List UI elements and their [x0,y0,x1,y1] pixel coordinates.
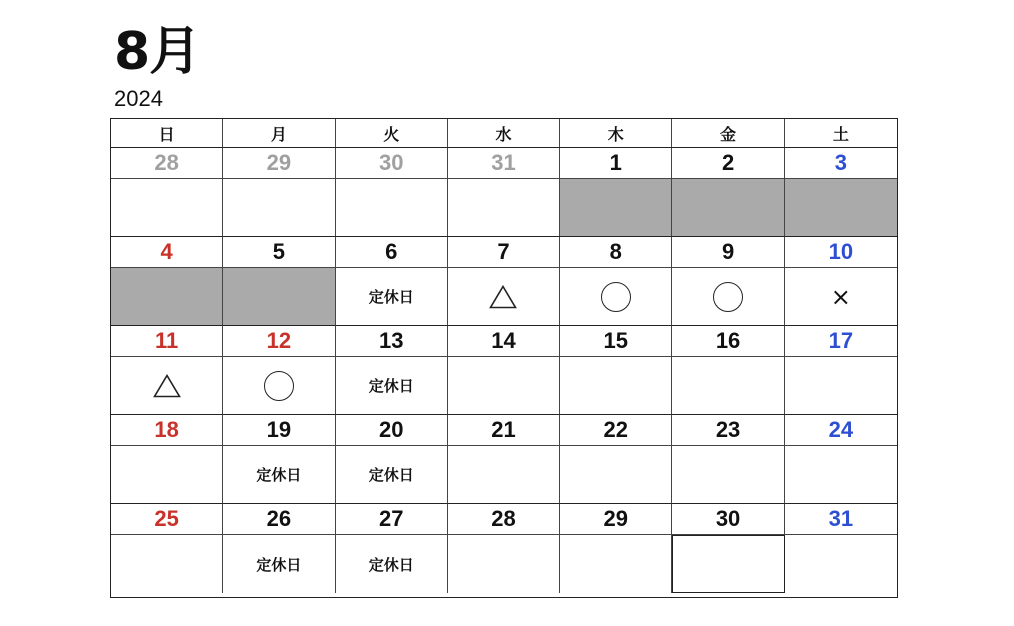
closed-day-label: 定休日 [368,288,414,306]
date-number: 11 [111,326,223,357]
day-status-cell [448,179,560,237]
closed-day-label: 定休日 [256,466,302,484]
day-status-row [111,268,897,326]
weekday-mon: 月 [223,119,335,148]
day-status-cell [223,446,335,504]
date-number: 3 [785,148,897,179]
triangle-icon [153,374,181,398]
day-status-cell [111,446,223,504]
day-status-cell [111,357,223,415]
day-status-cell [560,268,672,326]
day-status-cell [672,268,784,326]
day-status-cell [223,357,335,415]
calendar-week [111,504,897,593]
weekday-sat: 土 [785,119,897,148]
day-status-cell [223,179,335,237]
calendar-grid [110,118,898,598]
day-status-cell [672,357,784,415]
day-status-cell [560,446,672,504]
day-status-cell [560,179,672,237]
day-status-cell [785,535,897,593]
day-status-cell [785,268,897,326]
calendar-week [111,237,897,326]
weekday-header-row [111,119,897,148]
day-status-cell [336,357,448,415]
year-label: 2024 [114,86,163,111]
weekday-thu: 木 [560,119,672,148]
date-number: 21 [448,415,560,446]
day-status-cell [223,535,335,593]
circle-icon [264,371,294,401]
date-number: 9 [672,237,784,268]
date-number: 1 [560,148,672,179]
date-number: 29 [223,148,335,179]
date-number: 17 [785,326,897,357]
date-number: 16 [672,326,784,357]
date-number: 12 [223,326,335,357]
date-number: 19 [223,415,335,446]
date-number: 7 [448,237,560,268]
date-number: 23 [672,415,784,446]
circle-icon [713,282,743,312]
day-status-cell [560,357,672,415]
date-number: 25 [111,504,223,535]
day-status-cell [672,535,784,593]
day-status-cell [336,179,448,237]
day-status-cell [448,535,560,593]
date-number-row [111,415,897,446]
day-status-cell [336,268,448,326]
date-number: 6 [336,237,448,268]
date-number: 15 [560,326,672,357]
date-number: 24 [785,415,897,446]
day-status-row [111,179,897,237]
weekday-tue: 火 [336,119,448,148]
weekday-fri: 金 [672,119,784,148]
calendar-week [111,326,897,415]
day-status-cell [336,535,448,593]
day-status-cell [785,446,897,504]
day-status-cell [448,268,560,326]
day-status-cell [785,357,897,415]
circle-icon [601,282,631,312]
day-status-cell [111,179,223,237]
day-status-cell [672,179,784,237]
closed-day-label: 定休日 [368,555,414,574]
closed-day-label: 定休日 [368,377,414,395]
date-number: 31 [448,148,560,179]
day-status-row [111,446,897,504]
date-number: 26 [223,504,335,535]
cross-icon: × [830,282,851,311]
day-status-cell [785,179,897,237]
day-status-cell [336,446,448,504]
date-number: 28 [111,148,223,179]
date-number: 5 [223,237,335,268]
day-status-row [111,535,897,593]
date-number: 20 [336,415,448,446]
closed-day-label: 定休日 [256,555,302,574]
day-status-cell [672,446,784,504]
date-number-row [111,148,897,179]
date-number: 27 [336,504,448,535]
triangle-icon [489,285,517,309]
day-status-cell [560,535,672,593]
date-number: 30 [672,504,784,535]
closed-day-label: 定休日 [368,466,414,484]
date-number: 2 [672,148,784,179]
weeks-container [111,148,897,593]
date-number: 13 [336,326,448,357]
date-number: 8 [560,237,672,268]
day-status-cell [448,446,560,504]
day-status-cell [111,268,223,326]
day-status-row [111,357,897,415]
date-number-row [111,326,897,357]
calendar-week [111,415,897,504]
month-title: 8月 [114,22,201,82]
date-number: 31 [785,504,897,535]
weekday-wed: 水 [448,119,560,148]
date-number-row [111,504,897,535]
day-status-cell [111,535,223,593]
date-number: 4 [111,237,223,268]
day-status-cell [223,268,335,326]
date-number: 10 [785,237,897,268]
date-number: 29 [560,504,672,535]
date-number: 18 [111,415,223,446]
date-number: 22 [560,415,672,446]
date-number: 28 [448,504,560,535]
calendar-week [111,148,897,237]
weekday-sun: 日 [111,119,223,148]
date-number-row [111,237,897,268]
date-number: 14 [448,326,560,357]
day-status-cell [448,357,560,415]
date-number: 30 [336,148,448,179]
